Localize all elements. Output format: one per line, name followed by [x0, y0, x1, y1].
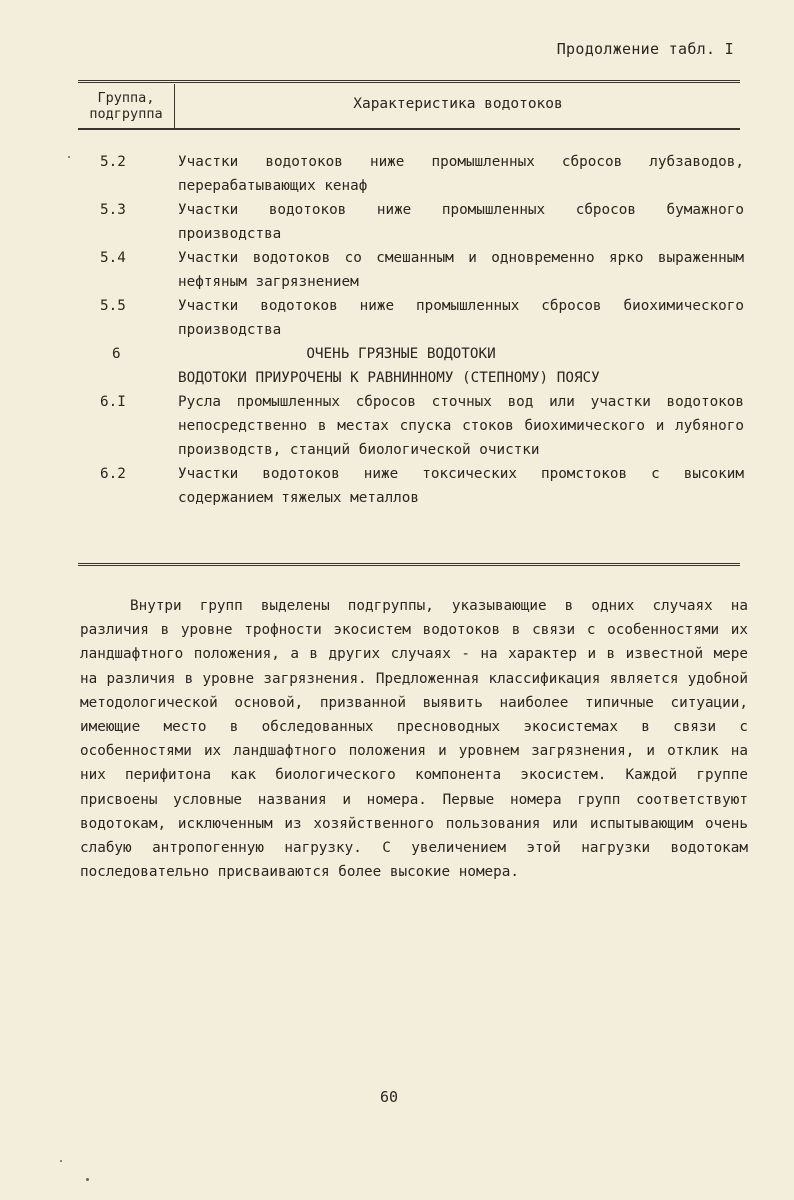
row-text: Участки водотоков со смешанным и одновременно ярко выраженным нефтяным загрязнением [178, 250, 744, 290]
page-number: 60 [380, 1088, 399, 1106]
table-row [78, 150, 758, 198]
column-header-group: Группа, подгруппа [89, 90, 163, 122]
body-paragraph: Внутри групп выделены подгруппы, указывающие в одних случаях на различия в уровне трофности экосистем водотоков в связи с особенностями их ландшафтного положения, а в других случаях - на характер и в известной мере на различия в уровне загрязнения. Предложенная классификация является удобной методологической основой, призванной выявить наиболее типичные ситуации, имеющие место в обследованных пресноводных экосистемах в связи с особенностями их ландшафтного положения и уровнем загрязнения, и отклик на них перифитона как биологического компонента экосистем. Каждой группе присвоены условные названия и номера. Первые номера групп соответствуют водотокам, исключенным из хозяйственного пользования или испытывающим очень слабую антропогенную нагрузку. С увеличением этой нагрузки водотокам последовательно присваиваются более высокие номера. [80, 598, 748, 881]
table-top-rule [78, 80, 740, 83]
row-number: 5.5 [100, 298, 126, 314]
table-header-rule [78, 128, 740, 130]
table-row [78, 462, 758, 510]
group-title: ОЧЕНЬ ГРЯЗНЫЕ ВОДОТОКИ [306, 346, 496, 362]
column-header-characteristic: Характеристика водотоков [353, 96, 563, 112]
table-bottom-rule [78, 563, 740, 566]
paper-speck [86, 1178, 89, 1181]
row-text: Участки водотоков ниже промышленных сбросов бумажного производства [178, 202, 744, 242]
paper-speck [68, 156, 70, 158]
group-heading [178, 342, 758, 390]
table-row [78, 390, 758, 462]
row-number: 6.I [100, 394, 126, 410]
row-text: Участки водотоков ниже токсических промстоков с высоким содержанием тяжелых металлов [178, 466, 744, 506]
table-group-heading-row [78, 342, 758, 390]
table-continuation-label: Продолжение табл. I [556, 40, 734, 58]
row-text: Русла промышленных сбросов сточных вод или участки водотоков непосредственно в местах спуска стоков биохимического и лубяного производств, станций биологической очистки [178, 394, 744, 458]
table-body [78, 150, 758, 510]
row-text: Участки водотоков ниже промышленных сбросов биохимического производства [178, 298, 744, 338]
paper-speck [60, 1160, 62, 1162]
column-divider [174, 84, 175, 128]
row-number: 6 [112, 346, 121, 362]
row-number: 6.2 [100, 466, 126, 482]
row-number: 5.2 [100, 154, 126, 170]
table-row [78, 294, 758, 342]
table-row [78, 198, 758, 246]
group-subtitle: ВОДОТОКИ ПРИУРОЧЕНЫ К РАВНИННОМУ (СТЕПНОМУ) ПОЯСУ [178, 370, 600, 386]
row-number: 5.3 [100, 202, 126, 218]
row-text: Участки водотоков ниже промышленных сбросов лубзаводов, перерабатывающих кенаф [178, 154, 744, 194]
table-row [78, 246, 758, 294]
row-number: 5.4 [100, 250, 126, 266]
